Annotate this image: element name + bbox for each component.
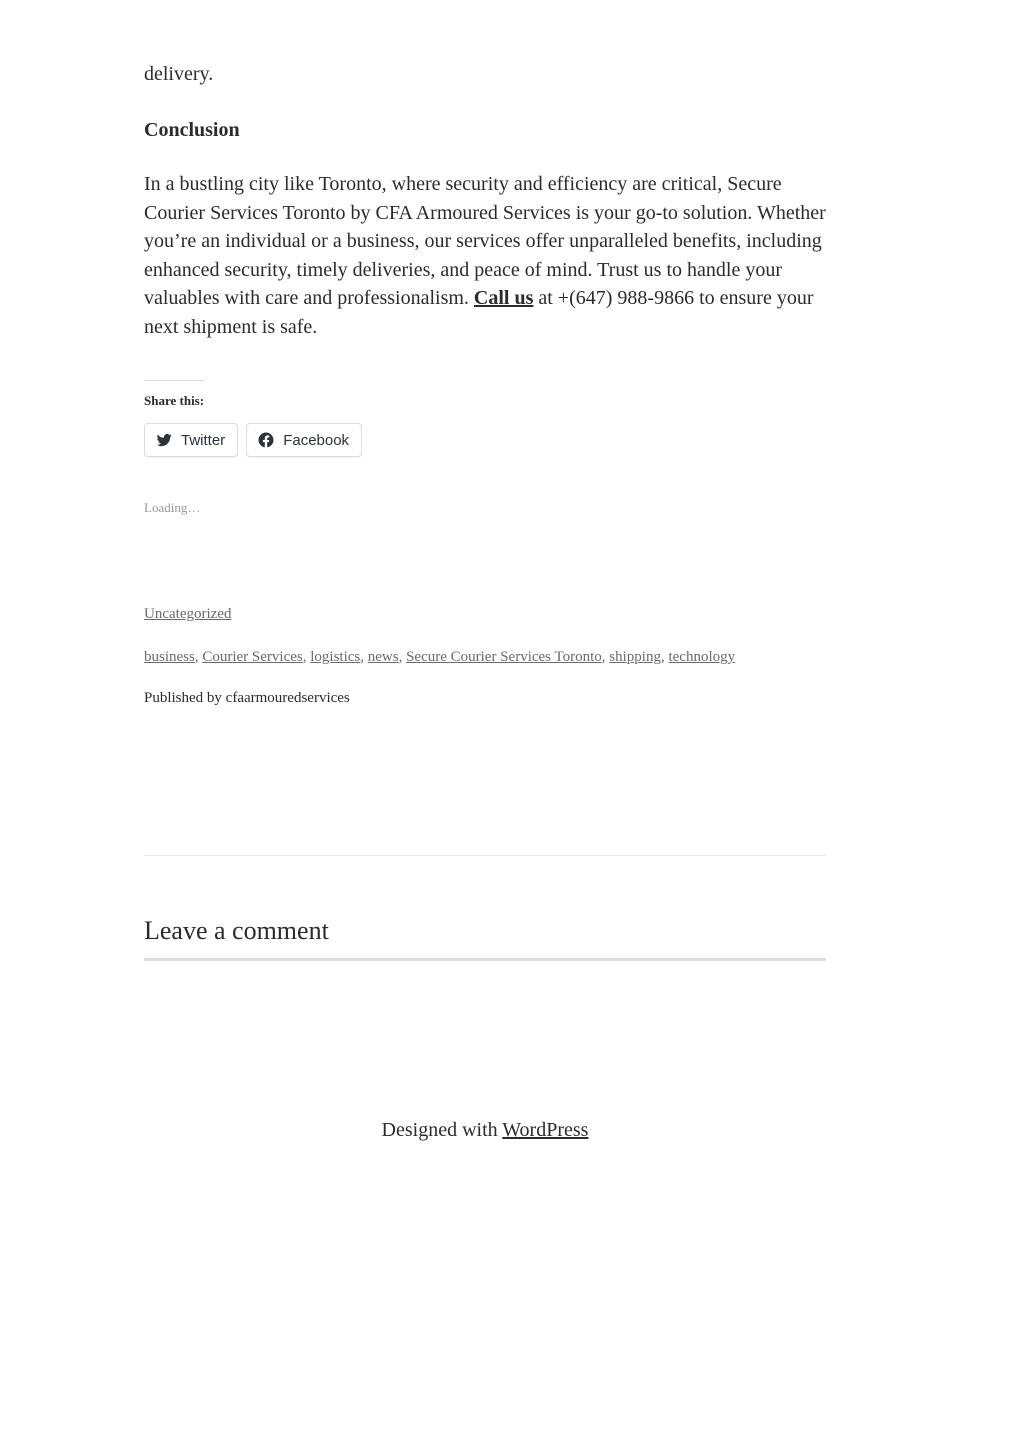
tag-separator: , bbox=[194, 649, 203, 665]
call-us-link[interactable]: Call us bbox=[473, 287, 534, 310]
leave-comment-heading: Leave a comment bbox=[144, 916, 329, 945]
author-byline: Published by cfaarmouredservices bbox=[144, 690, 350, 706]
footer-credit-text: Designed with bbox=[381, 1119, 503, 1141]
tag-separator: , bbox=[398, 649, 407, 665]
paragraph-text-before-link: In a bustling city like Toronto, where security and efficiency are critical, Secure Courier Services Toronto by CFA Armoured Services is your go-to solution. Whether you’re an individual or a business, our services offer unparalleled benefits, including enhanced security, timely deliveries, and peace of mind. Trust us to handle your valuables with care and professionalism. bbox=[144, 173, 826, 310]
share-twitter-label: Twitter bbox=[181, 431, 226, 449]
tag-separator: , bbox=[302, 649, 311, 665]
paragraph-text-after-link: at +(647) 988-9866 to ensure your next shipment is safe. bbox=[144, 287, 814, 338]
facebook-icon bbox=[257, 431, 275, 449]
tag-link[interactable]: Secure Courier Services Toronto bbox=[406, 649, 602, 665]
share-facebook-label: Facebook bbox=[283, 431, 350, 449]
comments-divider bbox=[144, 855, 826, 856]
share-divider bbox=[144, 380, 204, 381]
share-buttons bbox=[144, 423, 362, 457]
tag-link[interactable]: technology bbox=[668, 649, 736, 665]
tag-link[interactable]: shipping bbox=[609, 649, 661, 665]
tag-link[interactable]: business bbox=[144, 649, 195, 665]
wordpress-link[interactable]: WordPress bbox=[502, 1119, 589, 1141]
site-footer bbox=[0, 1114, 970, 1146]
tag-links bbox=[144, 649, 735, 666]
category-links bbox=[144, 606, 231, 623]
conclusion-paragraph bbox=[144, 170, 826, 342]
share-heading: Share this: bbox=[144, 393, 205, 408]
section-heading: Conclusion bbox=[144, 119, 240, 141]
tag-link[interactable]: logistics bbox=[310, 649, 361, 665]
likes-loading-text: Loading… bbox=[144, 500, 201, 515]
share-facebook-button[interactable] bbox=[246, 423, 362, 457]
share-twitter-button[interactable] bbox=[144, 423, 238, 457]
tag-separator: , bbox=[660, 649, 669, 665]
twitter-icon bbox=[155, 431, 173, 449]
tag-separator: , bbox=[360, 649, 368, 665]
tag-link[interactable]: Courier Services bbox=[202, 649, 303, 665]
tag-link[interactable]: news bbox=[367, 649, 399, 665]
comment-heading-rule bbox=[144, 958, 826, 961]
paragraph-trailing-text: delivery. bbox=[144, 63, 214, 85]
tag-separator: , bbox=[601, 649, 610, 665]
category-link[interactable]: Uncategorized bbox=[144, 606, 232, 622]
